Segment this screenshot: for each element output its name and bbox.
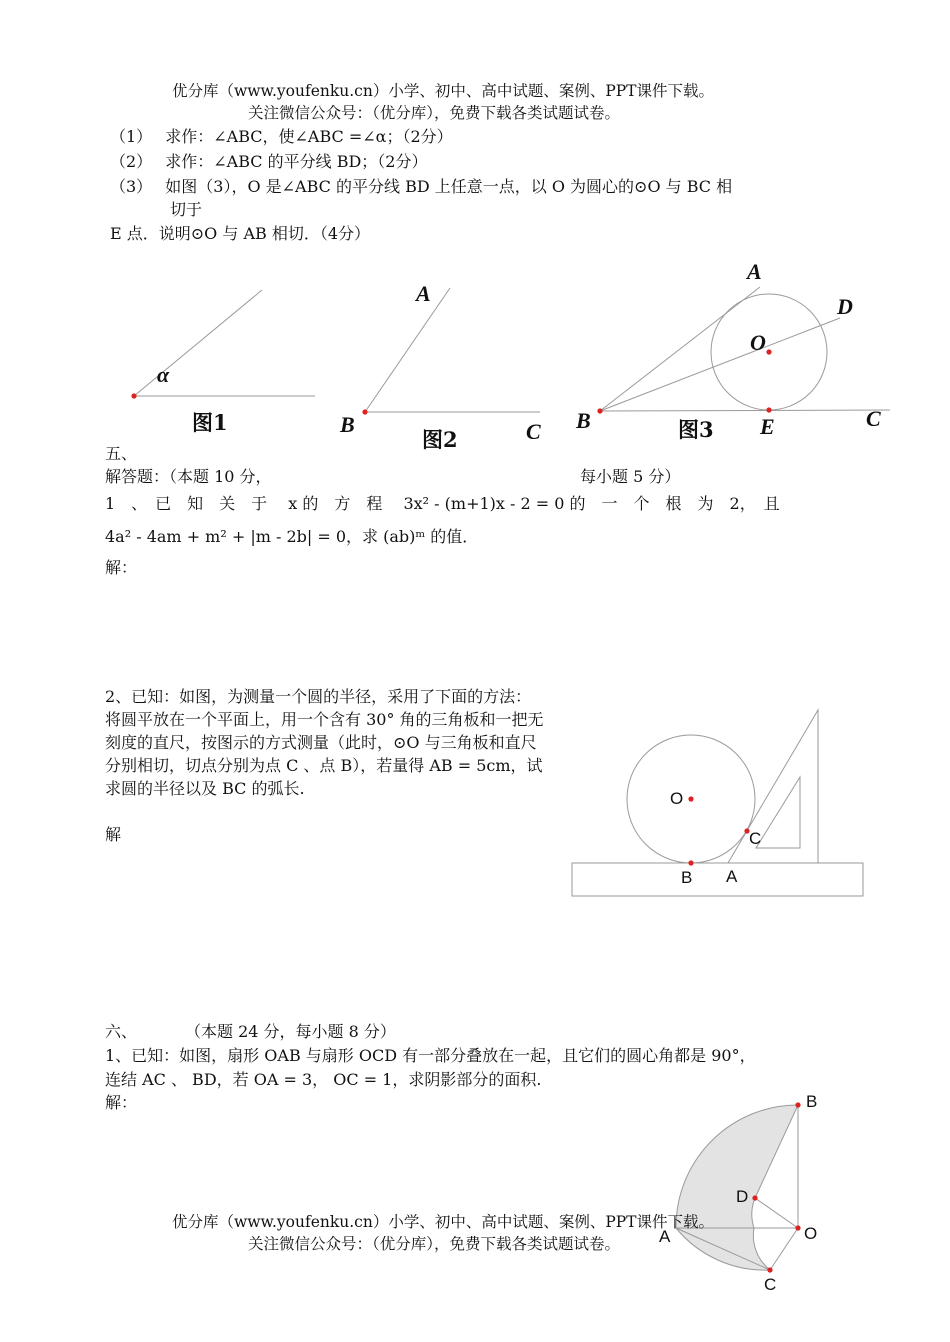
problem-5-2-text: 2、已知：如图，为测量一个圆的半径，采用了下面的方法：将圆平放在一个平面上，用一个含有 30° 角的三角板和一把无刻度的直尺，按图示的方式测量（此时，⊙O 与三角板和直尺分别相切，切点分别为点 C 、点 B），若量得 AB = 5cm，试求圆的半径以及 BC 的弧长.	[105, 687, 544, 798]
point-O	[795, 1225, 800, 1230]
segment-OD	[755, 1198, 798, 1228]
fig3-label-O: O	[750, 330, 766, 355]
fig6-label-C: C	[764, 1275, 777, 1294]
problem-6-1-line2: 连结 AC 、 BD，若 OA = 3， OC = 1，求阴影部分的面积.	[105, 1070, 542, 1089]
fig1-alpha-label: α	[157, 362, 170, 387]
fig3-caption: 图3	[678, 417, 714, 442]
fig6-label-O: O	[804, 1224, 818, 1243]
fig5-label-O: O	[670, 789, 684, 808]
fig2-caption: 图2	[422, 427, 458, 452]
fig6-label-D: D	[736, 1187, 749, 1206]
fig3-label-C: C	[866, 406, 881, 431]
problem-5-2-answer: 解	[105, 825, 122, 844]
problem-6-1-answer: 解：	[105, 1093, 138, 1112]
problem-5-1-answer: 解：	[105, 558, 138, 577]
section-6-heading: （本题 24 分，每小题 8 分）	[185, 1022, 396, 1041]
problem-5-1-line1: 1 、 已 知 关 于 x 的 方 程 3x² - (m+1)x - 2 = 0 的 一 个 根 为 2， 且	[105, 494, 780, 513]
point-C	[767, 1267, 772, 1272]
fig3-label-A: A	[747, 259, 762, 284]
fig5-label-A: A	[726, 867, 738, 886]
problem-5-1-line2: 4a² - 4am + m² + |m - 2b| = 0，求 (ab)ᵐ 的值．	[105, 527, 479, 546]
fig5-label-B: B	[681, 868, 693, 887]
fig3-label-E: E	[760, 414, 775, 439]
question-4-3-line2: 切于	[170, 200, 203, 219]
fig3-label-D: D	[837, 294, 853, 319]
section-6-title: 六、	[105, 1022, 138, 1041]
question-4-1: （1） 求作：∠ABC，使∠ABC =∠α；（2分）	[110, 127, 453, 146]
section-5-title: 五、	[105, 444, 138, 463]
segment-OC	[770, 1228, 798, 1270]
header-line-1: 优分库（www.youfenku.cn）小学、初中、高中试题、案例、PPT课件下载。	[172, 82, 715, 100]
fig6-label-B: B	[806, 1092, 818, 1111]
fig2-label-B: B	[340, 412, 355, 437]
header-line-2: 关注微信公众号：（优分库），免费下载各类试题试卷。	[248, 104, 621, 122]
point-D	[752, 1195, 757, 1200]
question-4-3-line1: （3） 如图（3），O 是∠ABC 的平分线 BD 上任意一点，以 O 为圆心的⊙O 与 BC 相	[110, 177, 733, 196]
point-B	[795, 1102, 800, 1107]
fig2-label-C: C	[526, 419, 541, 444]
problem-6-1-line1: 1、已知：如图，扇形 OAB 与扇形 OCD 有一部分叠放在一起，且它们的圆心角都是 90°，	[105, 1046, 756, 1065]
fig5-label-C: C	[749, 829, 762, 848]
question-4-2: （2） 求作：∠ABC 的平分线 BD；（2分）	[110, 152, 428, 171]
footer-line-2: 关注微信公众号：（优分库），免费下载各类试题试卷。	[248, 1235, 621, 1253]
section-5-heading: 解答题：（本题 10 分，	[105, 467, 272, 486]
footer-line-1: 优分库（www.youfenku.cn）小学、初中、高中试题、案例、PPT课件下载。	[172, 1213, 715, 1231]
section-5-heading-right: 每小题 5 分）	[580, 467, 681, 486]
fig6-label-A: A	[659, 1227, 671, 1246]
question-4-3-line3: E 点．说明⊙O 与 AB 相切．（4分）	[110, 224, 371, 243]
fig2-label-A: A	[416, 281, 431, 306]
fig3-label-B: B	[576, 408, 591, 433]
fig1-caption: 图1	[192, 410, 228, 435]
